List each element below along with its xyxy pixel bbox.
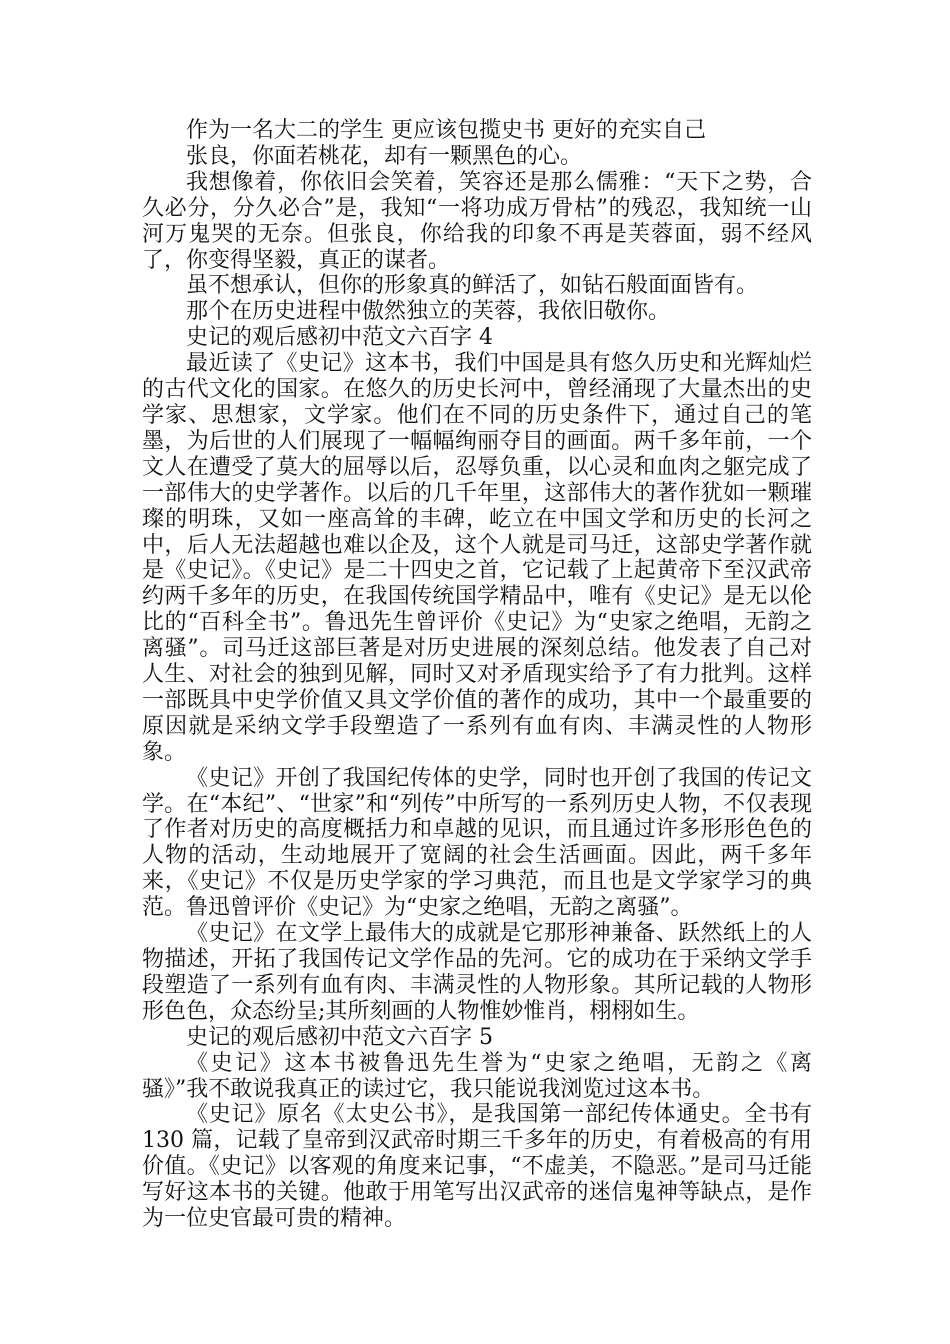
paragraph: 我想像着，你依旧会笑着，笑容还是那么儒雅：“天下之势，合久必分，分久必合”是，我知“一将功成万骨枯”的残忍，我知统一山河万鬼哭的无奈。但张良，你给我的印象不再是芙蓉面，弱不经风了，你变得坚毅，真正的谋者。 — [142, 169, 812, 273]
section-heading: 史记的观后感初中范文六百字 4 — [186, 325, 493, 351]
paragraph: 《史记》开创了我国纪传体的史学，同时也开创了我国的传记文学。在“本纪”、“世家”和“列传”中所写的一系列历史人物，不仅表现了作者对历史的高度概括力和卓越的见识，而且通过许多形形色色的人物的活动，生动地展开了宽阔的社会生活画面。因此，两千多年来，《史记》不仅是历史学家的学习典范，而且也是文学家学习的典范。鲁迅曾评价《史记》为“史家之绝唱，无韵之离骚”。 — [142, 765, 812, 921]
paragraph: 《史记》这本书被鲁迅先生誉为“史家之绝唱，无韵之《离骚》”我不敢说我真正的读过它，我只能说我浏览过这本书。 — [142, 1050, 812, 1102]
paragraph: 《史记》原名《太史公书》，是我国第一部纪传体通史。全书有 130 篇，记载了皇帝到汉武帝时期三千多年的历史，有着极高的有用价值。《史记》以客观的角度来记事，“不虚美，不隐恶。”是司马迁能写好这本书的关键。他敢于用笔写出汉武帝的迷信鬼神等缺点，是作为一位史官最可贵的精神。 — [142, 1102, 812, 1232]
paragraph: 虽不想承认，但你的形象真的鲜活了，如钻石般面面皆有。 — [186, 273, 759, 299]
document-body — [142, 118, 812, 1232]
paragraph: 那个在历史进程中傲然独立的芙蓉，我依旧敬你。 — [186, 299, 671, 325]
paragraph: 《史记》在文学上最伟大的成就是它那形神兼备、跃然纸上的人物描述，开拓了我国传记文学作品的先河。它的成功在于采纳文学手段塑造了一系列有血有肉、丰满灵性的人物形象。其所记载的人物形形色色，众态纷呈;其所刻画的人物惟妙惟肖，栩栩如生。 — [142, 921, 812, 1024]
paragraph: 张良，你面若桃花，却有一颗黑色的心。 — [186, 143, 583, 169]
paragraph: 最近读了《史记》这本书，我们中国是具有悠久历史和光辉灿烂的古代文化的国家。在悠久的历史长河中，曾经涌现了大量杰出的史学家、思想家，文学家。他们在不同的历史条件下，通过自己的笔墨，为后世的人们展现了一幅幅绚丽夺目的画面。两千多年前，一个文人在遭受了莫大的屈辱以后，忍辱负重，以心灵和血肉之躯完成了一部伟大的史学著作。以后的几千年里，这部伟大的著作犹如一颗璀璨的明珠，又如一座高耸的丰碑，屹立在中国文学和历史的长河之中，后人无法超越也难以企及，这个人就是司马迁，这部史学著作就是《史记》。《史记》是二十四史之首，它记载了上起黄帝下至汉武帝约两千多年的历史，在我国传统国学精品中，唯有《史记》是无以伦比的“百科全书”。鲁迅先生曾评价《史记》为“史家之绝唱，无韵之离骚”。司马迁这部巨著是对历史进展的深刻总结。他发表了自己对人生、对社会的独到见解，同时又对矛盾现实给予了有力批判。这样一部既具中史学价值又具文学价值的著作的成功，其中一个最重要的原因就是采纳文学手段塑造了一系列有血有肉、丰满灵性的人物形象。 — [142, 351, 812, 765]
section-heading: 史记的观后感初中范文六百字 5 — [186, 1024, 493, 1050]
paragraph: 作为一名大二的学生 更应该包揽史书 更好的充实自己 — [186, 118, 706, 143]
